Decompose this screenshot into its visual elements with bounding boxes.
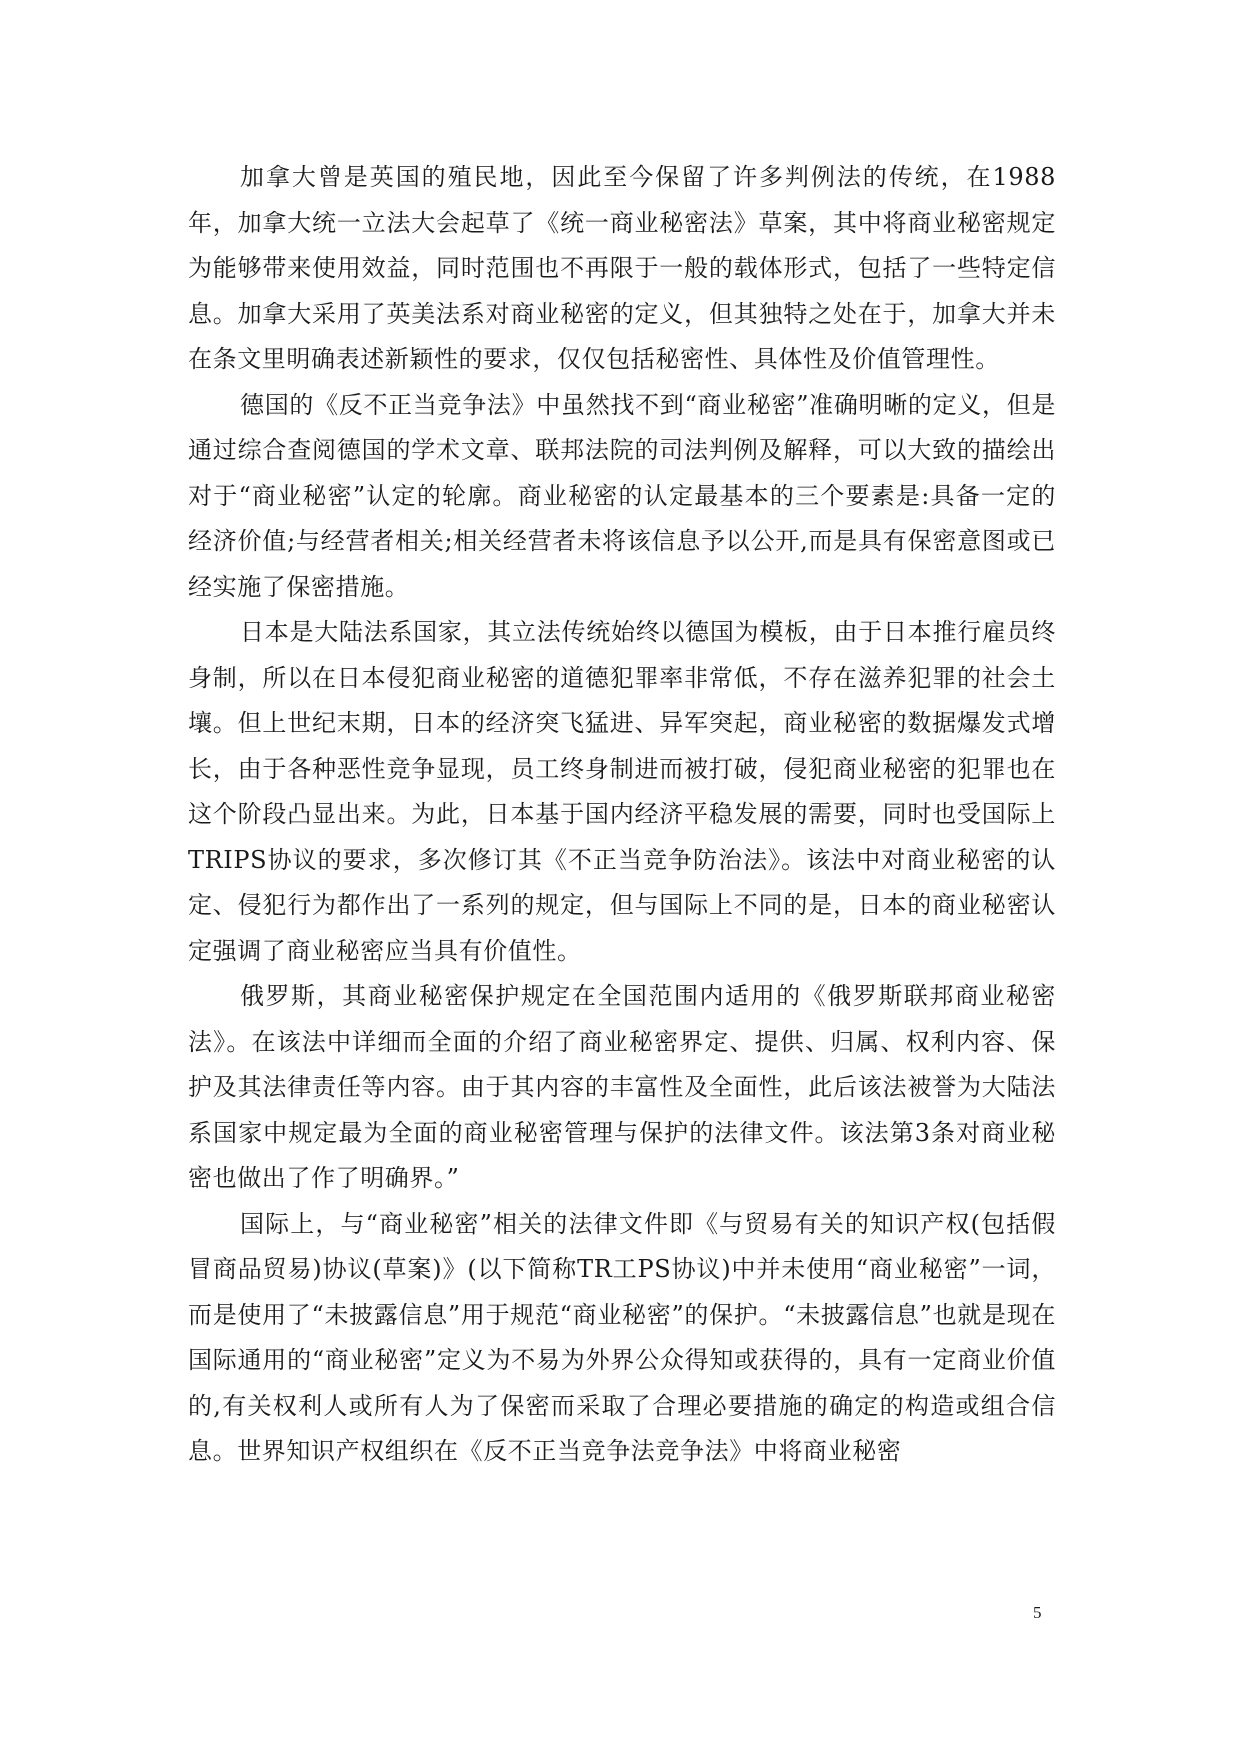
- paragraph-canada: 加拿大曾是英国的殖民地，因此至今保留了许多判例法的传统，在1988年，加拿大统一立法大会起草了《统一商业秘密法》草案，其中将商业秘密规定为能够带来使用效益，同时范围也不再限于一般的载体形式，包括了一些特定信息。加拿大采用了英美法系对商业秘密的定义，但其独特之处在于，加拿大并未在条文里明确表述新颖性的要求，仅仅包括秘密性、具体性及价值管理性。: [188, 163, 1056, 373]
- paragraph-russia: 俄罗斯，其商业秘密保护规定在全国范围内适用的《俄罗斯联邦商业秘密法》。在该法中详细而全面的介绍了商业秘密界定、提供、归属、权利内容、保护及其法律责任等内容。由于其内容的丰富性及全面性，此后该法被誉为大陆法系国家中规定最为全面的商业秘密管理与保护的法律文件。该法第3条对商业秘密也做出了作了明确界。”: [188, 982, 1056, 1192]
- page-number: 5: [1033, 1603, 1042, 1622]
- paragraph-japan: 日本是大陆法系国家，其立法传统始终以德国为模板，由于日本推行雇员终身制，所以在日本侵犯商业秘密的道德犯罪率非常低，不存在滋养犯罪的社会土壤。但上世纪末期，日本的经济突飞猛进、异军突起，商业秘密的数据爆发式增长，由于各种恶性竞争显现，员工终身制进而被打破，侵犯商业秘密的犯罪也在这个阶段凸显出来。为此，日本基于国内经济平稳发展的需要，同时也受国际上TRIPS协议的要求，多次修订其《不正当竞争防治法》。该法中对商业秘密的认定、侵犯行为都作出了一系列的规定，但与国际上不同的是，日本的商业秘密认定强调了商业秘密应当具有价值性。: [188, 618, 1056, 965]
- paragraph-germany: 德国的《反不正当竞争法》中虽然找不到“商业秘密”准确明晰的定义，但是通过综合查阅德国的学术文章、联邦法院的司法判例及解释，可以大致的描绘出对于“商业秘密”认定的轮廓。商业秘密的认定最基本的三个要素是:具备一定的经济价值;与经营者相关;相关经营者未将该信息予以公开,而是具有保密意图或已经实施了保密措施。: [188, 390, 1056, 601]
- document-body: [188, 155, 1056, 1475]
- paragraph-international: 国际上，与“商业秘密”相关的法律文件即《与贸易有关的知识产权(包括假冒商品贸易)协议(草案)》(以下简称TR工PS协议)中并未使用“商业秘密”一词，而是使用了“未披露信息”用于规范“商业秘密”的保护。“未披露信息”也就是现在国际通用的“商业秘密”定义为不易为外界公众得知或获得的，具有一定商业价值的,有关权利人或所有人为了保密而采取了合理必要措施的确定的构造或组合信息。世界知识产权组织在《反不正当竞争法竞争法》中将商业秘密: [188, 1209, 1056, 1465]
